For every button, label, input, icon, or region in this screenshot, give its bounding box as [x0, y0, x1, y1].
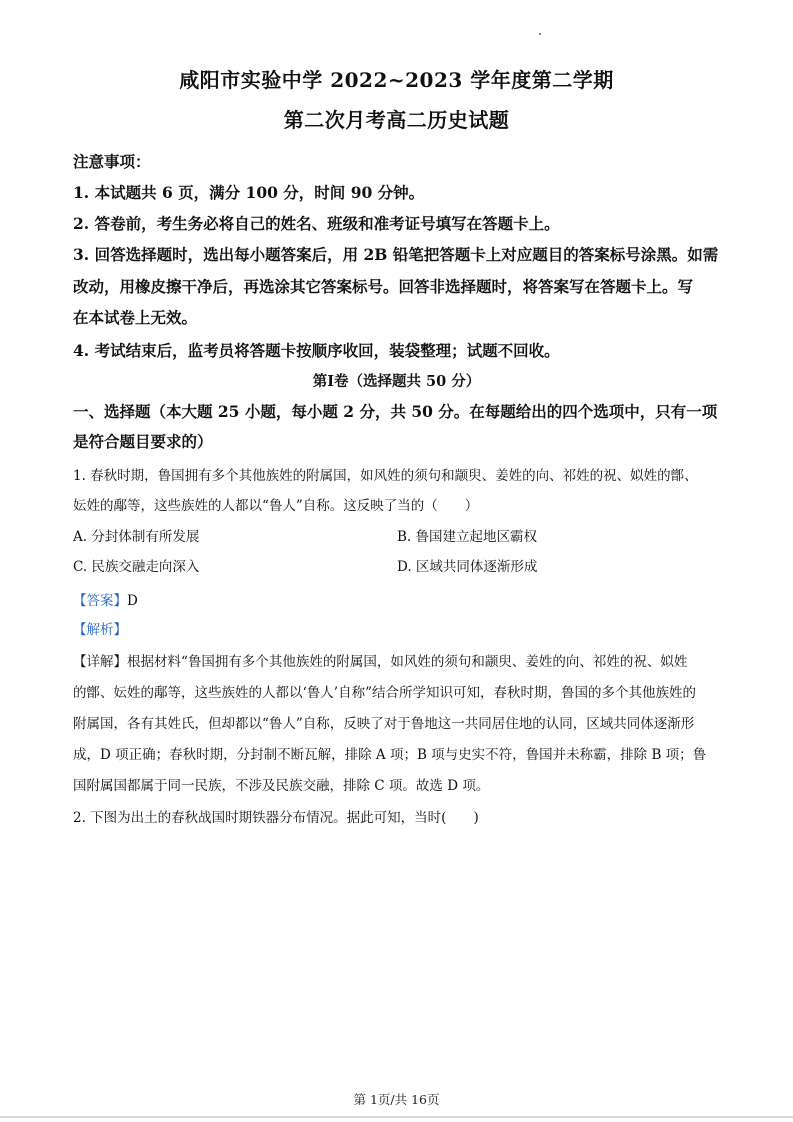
detail-text-1: 根据材料“鲁国拥有多个其他族姓的附属国，如风姓的须句和颛臾、姜姓的向、祁姓的祝、姒姓 [127, 654, 688, 670]
q1-detail-5: 国附属国都属于同一民族，不涉及民族交融，排除 C 项。故选 D 项。 [73, 778, 490, 794]
notice-item-3-end: 在本试卷上无效。 [73, 308, 198, 327]
q1-detail-1 [73, 650, 723, 670]
q1-detail-4: 成，D 项正确；春秋时期，分封制不断瓦解，排除 A 项；B 项与史实不符，鲁国并未称霸，排除 B 项；鲁 [73, 747, 707, 763]
notice-item-3: 3. 回答选择题时，选出每小题答案后，用 2B 铅笔把答题卡上对应题目的答案标号涂黑。如需 [73, 245, 719, 264]
answer-value: D [127, 593, 138, 609]
q1-option-b: B. 鲁国建立起地区霸权 [397, 529, 538, 545]
q1-detail-3: 附属国，各有其姓氏，但却都以“鲁人”自称，反映了对于鲁地这一共同居住地的认同，区域共同体逐渐形 [73, 716, 695, 732]
notice-heading: 注意事项： [73, 152, 151, 171]
q1-detail-2: 的鄫、妘姓的鄅等，这些族姓的人都以‘鲁人’自称”结合所学知识可知，春秋时期，鲁国的多个其他族姓的 [73, 685, 696, 701]
q1-option-d: D. 区域共同体逐渐形成 [397, 559, 538, 575]
notice-item-4: 4. 考试结束后，监考员将答题卡按顺序收回，装袋整理；试题不回收。 [73, 341, 560, 360]
exam-title-line2: 第二次月考高二历史试题 [283, 108, 510, 132]
detail-label: 【详解】 [73, 654, 127, 670]
q1-stem-2: 妘姓的鄅等，这些族姓的人都以“鲁人”自称。这反映了当的（ ） [73, 498, 479, 514]
scan-dot [539, 33, 541, 35]
exam-title-line1: 咸阳市实验中学 2022~2023 学年度第二学期 [179, 68, 614, 92]
notice-item-3-cont: 改动，用橡皮擦干净后，再选涂其它答案标号。回答非选择题时，将答案写在答题卡上。写 [73, 277, 694, 296]
q1-answer [73, 589, 723, 609]
q1-option-c: C. 民族交融走向深入 [73, 559, 200, 575]
q1-option-a: A. 分封体制有所发展 [73, 529, 200, 545]
analysis-label: 【解析】 [73, 622, 127, 638]
page-number: 第 1页/共 16页 [353, 1092, 440, 1107]
notice-item-2: 2. 答卷前，考生务必将自己的姓名、班级和准考证号填写在答题卡上。 [73, 214, 560, 233]
q2-stem: 2. 下图为出土的春秋战国时期铁器分布情况。据此可知，当时( ) [73, 810, 479, 826]
part1-instruction-1: 一、选择题（本大题 25 小题，每小题 2 分，共 50 分。在每题给出的四个选项中，只有一项 [73, 402, 718, 421]
part1-title: 第Ⅰ卷（选择题共 50 分） [312, 373, 481, 390]
page-bottom-edge [0, 1116, 793, 1118]
part1-instruction-2: 是符合题目要求的） [73, 432, 213, 451]
answer-label: 【答案】 [73, 593, 127, 609]
q1-stem-1: 1. 春秋时期，鲁国拥有多个其他族姓的附属国，如风姓的须句和颛臾、姜姓的向、祁姓的祝、姒姓的鄫、 [73, 468, 698, 484]
notice-item-1: 1. 本试题共 6 页，满分 100 分，时间 90 分钟。 [73, 183, 425, 202]
